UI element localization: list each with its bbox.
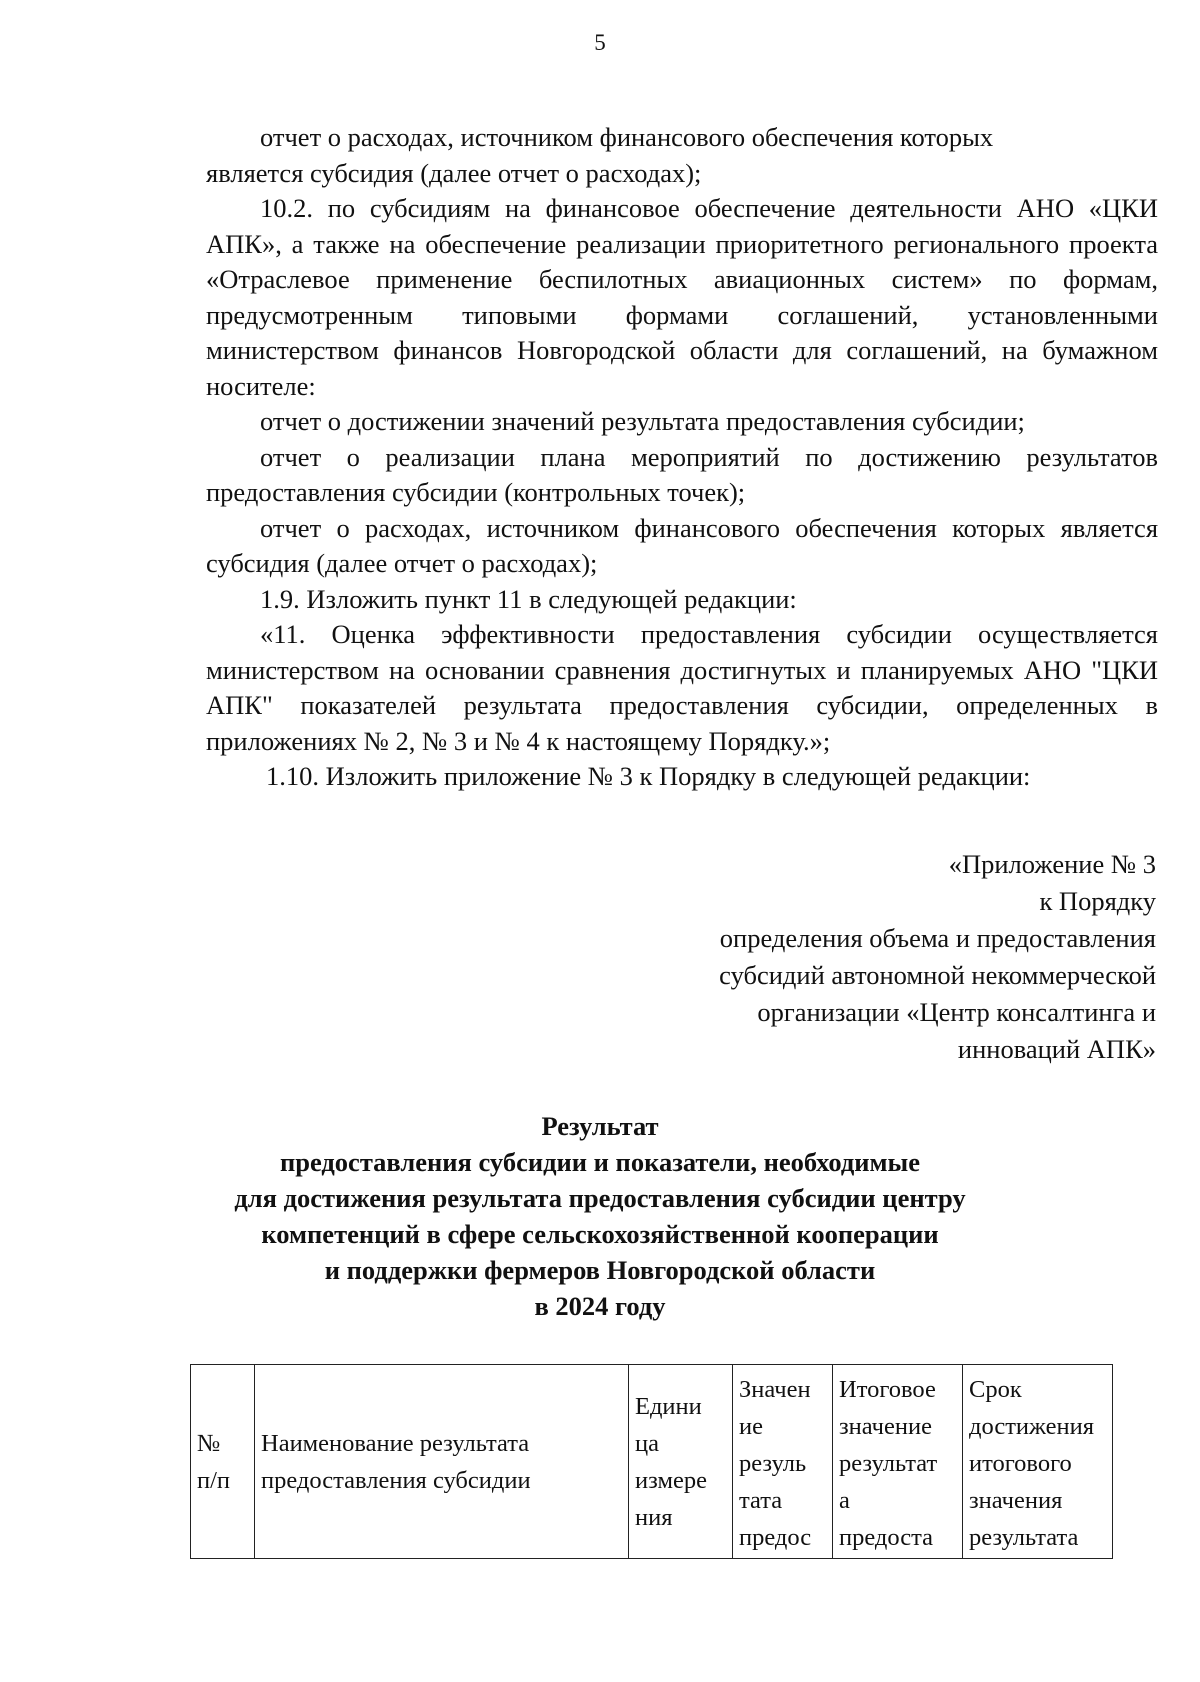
header-text: Итоговое xyxy=(839,1376,936,1403)
paragraph-report-results xyxy=(206,404,1158,440)
appendix-line: субсидий автономной некоммерческой xyxy=(719,960,1156,990)
header-text: предоставления субсидии xyxy=(261,1466,531,1494)
text-line: является субсидия (далее отчет о расходах); xyxy=(206,512,1159,578)
title-line: предоставления субсидии и показатели, необходимые xyxy=(279,1147,920,1177)
text-line: 1.9. Изложить пункт 11 в следующей редакции: xyxy=(260,583,797,614)
text-line: установленными министерством финансов Новгородской области для xyxy=(206,299,1158,365)
text-line: отчет о расходах, источником финансового обеспечения которых xyxy=(260,122,994,152)
header-text: достижения xyxy=(969,1413,1094,1440)
appendix-heading xyxy=(719,846,1156,1068)
paragraph-11 xyxy=(206,617,1158,759)
header-text: ие xyxy=(739,1413,763,1440)
header-text: ца xyxy=(635,1429,659,1457)
header-text: Едини xyxy=(635,1392,702,1420)
header-text: измере xyxy=(635,1466,707,1494)
text-line: отчет о реализации плана мероприятий по достижению результатов xyxy=(260,441,1158,472)
text-line: АПК», а также на обеспечение реализации приоритетного регионального xyxy=(206,228,1060,259)
paragraph-1-10 xyxy=(206,759,1158,795)
paragraph-1-9 xyxy=(206,582,1158,618)
header-text: предоста xyxy=(839,1524,933,1551)
table-header-row xyxy=(191,1365,1113,1559)
paragraph-report-plan xyxy=(206,440,1158,511)
text-line: является субсидия (далее отчет о расходах); xyxy=(206,157,702,188)
text-line: 1.10. Изложить приложение № 3 к Порядку в следующей редакции: xyxy=(266,761,1031,791)
header-text: резуль xyxy=(739,1450,807,1477)
paragraph-report-expenses-2 xyxy=(206,511,1158,582)
header-text: результата xyxy=(969,1524,1079,1551)
header-text: ния xyxy=(635,1503,673,1531)
header-text: п/п xyxy=(197,1466,231,1494)
paragraph-report-expenses-1 xyxy=(206,120,1158,191)
text-line: проекта «Отраслевое применение беспилотных авиационных систем» по xyxy=(206,228,1158,294)
appendix-line: организации «Центр консалтинга и xyxy=(757,997,1156,1027)
header-text: Значен xyxy=(739,1376,811,1403)
appendix-line: инноваций АПК» xyxy=(957,1034,1156,1064)
text-line: "ЦКИ АПК" показателей результата предоставления субсидии, определенных xyxy=(206,654,1158,720)
header-text: Срок xyxy=(969,1376,1022,1403)
header-final-value xyxy=(833,1365,963,1559)
header-deadline xyxy=(963,1365,1113,1559)
document-title xyxy=(160,1108,1040,1324)
appendix-line: «Приложение № 3 xyxy=(948,849,1156,879)
header-text: значения xyxy=(969,1487,1063,1514)
header-text: № xyxy=(197,1429,221,1457)
header-text: значение xyxy=(839,1413,932,1440)
header-text: итогового xyxy=(969,1450,1072,1477)
text-line: «11. Оценка эффективности предоставления субсидии осуществляется xyxy=(260,619,1158,649)
text-line: отчет о расходах, источником финансового обеспечения которых xyxy=(260,512,1046,543)
header-result-name xyxy=(255,1365,629,1559)
header-text: Наименование результата xyxy=(261,1429,530,1457)
results-table xyxy=(190,1364,1113,1559)
header-text: а xyxy=(839,1487,850,1514)
text-line: соглашений, на бумажном носителе: xyxy=(206,335,1158,401)
body-text xyxy=(206,120,1158,795)
text-line: в приложениях № 2, № 3 и № 4 к настоящему Порядку.»; xyxy=(206,690,1159,756)
header-number xyxy=(191,1365,255,1559)
page-number: 5 xyxy=(594,30,606,55)
header-text: результат xyxy=(839,1450,938,1477)
text-line: предоставления субсидии (контрольных точек); xyxy=(206,477,746,507)
header-unit xyxy=(629,1365,733,1559)
header-text: предос xyxy=(739,1524,812,1551)
text-line: отчет о достижении значений результата предоставления субсидии; xyxy=(260,406,1025,436)
title-line: для достижения результата предоставления субсидии центру xyxy=(234,1183,966,1213)
appendix-line: определения объема и предоставления xyxy=(719,923,1156,953)
text-line: министерством на основании сравнения достигнутых и планируемых АНО xyxy=(206,654,1082,685)
title-line: Результат xyxy=(541,1111,659,1141)
text-line: формам, предусмотренным типовыми формами соглашений, xyxy=(206,264,1158,330)
title-line: компетенций в сфере сельскохозяйственной кооперации xyxy=(261,1219,939,1249)
title-line: и поддержки фермеров Новгородской области xyxy=(324,1255,876,1285)
title-line: в 2024 году xyxy=(534,1291,666,1321)
header-value xyxy=(733,1365,833,1559)
text-line: 10.2. по субсидиям на финансовое обеспечение деятельности АНО «ЦКИ xyxy=(260,193,1158,223)
paragraph-10-2 xyxy=(206,191,1158,404)
header-text: тата xyxy=(739,1487,783,1514)
appendix-line: к Порядку xyxy=(1039,886,1156,916)
